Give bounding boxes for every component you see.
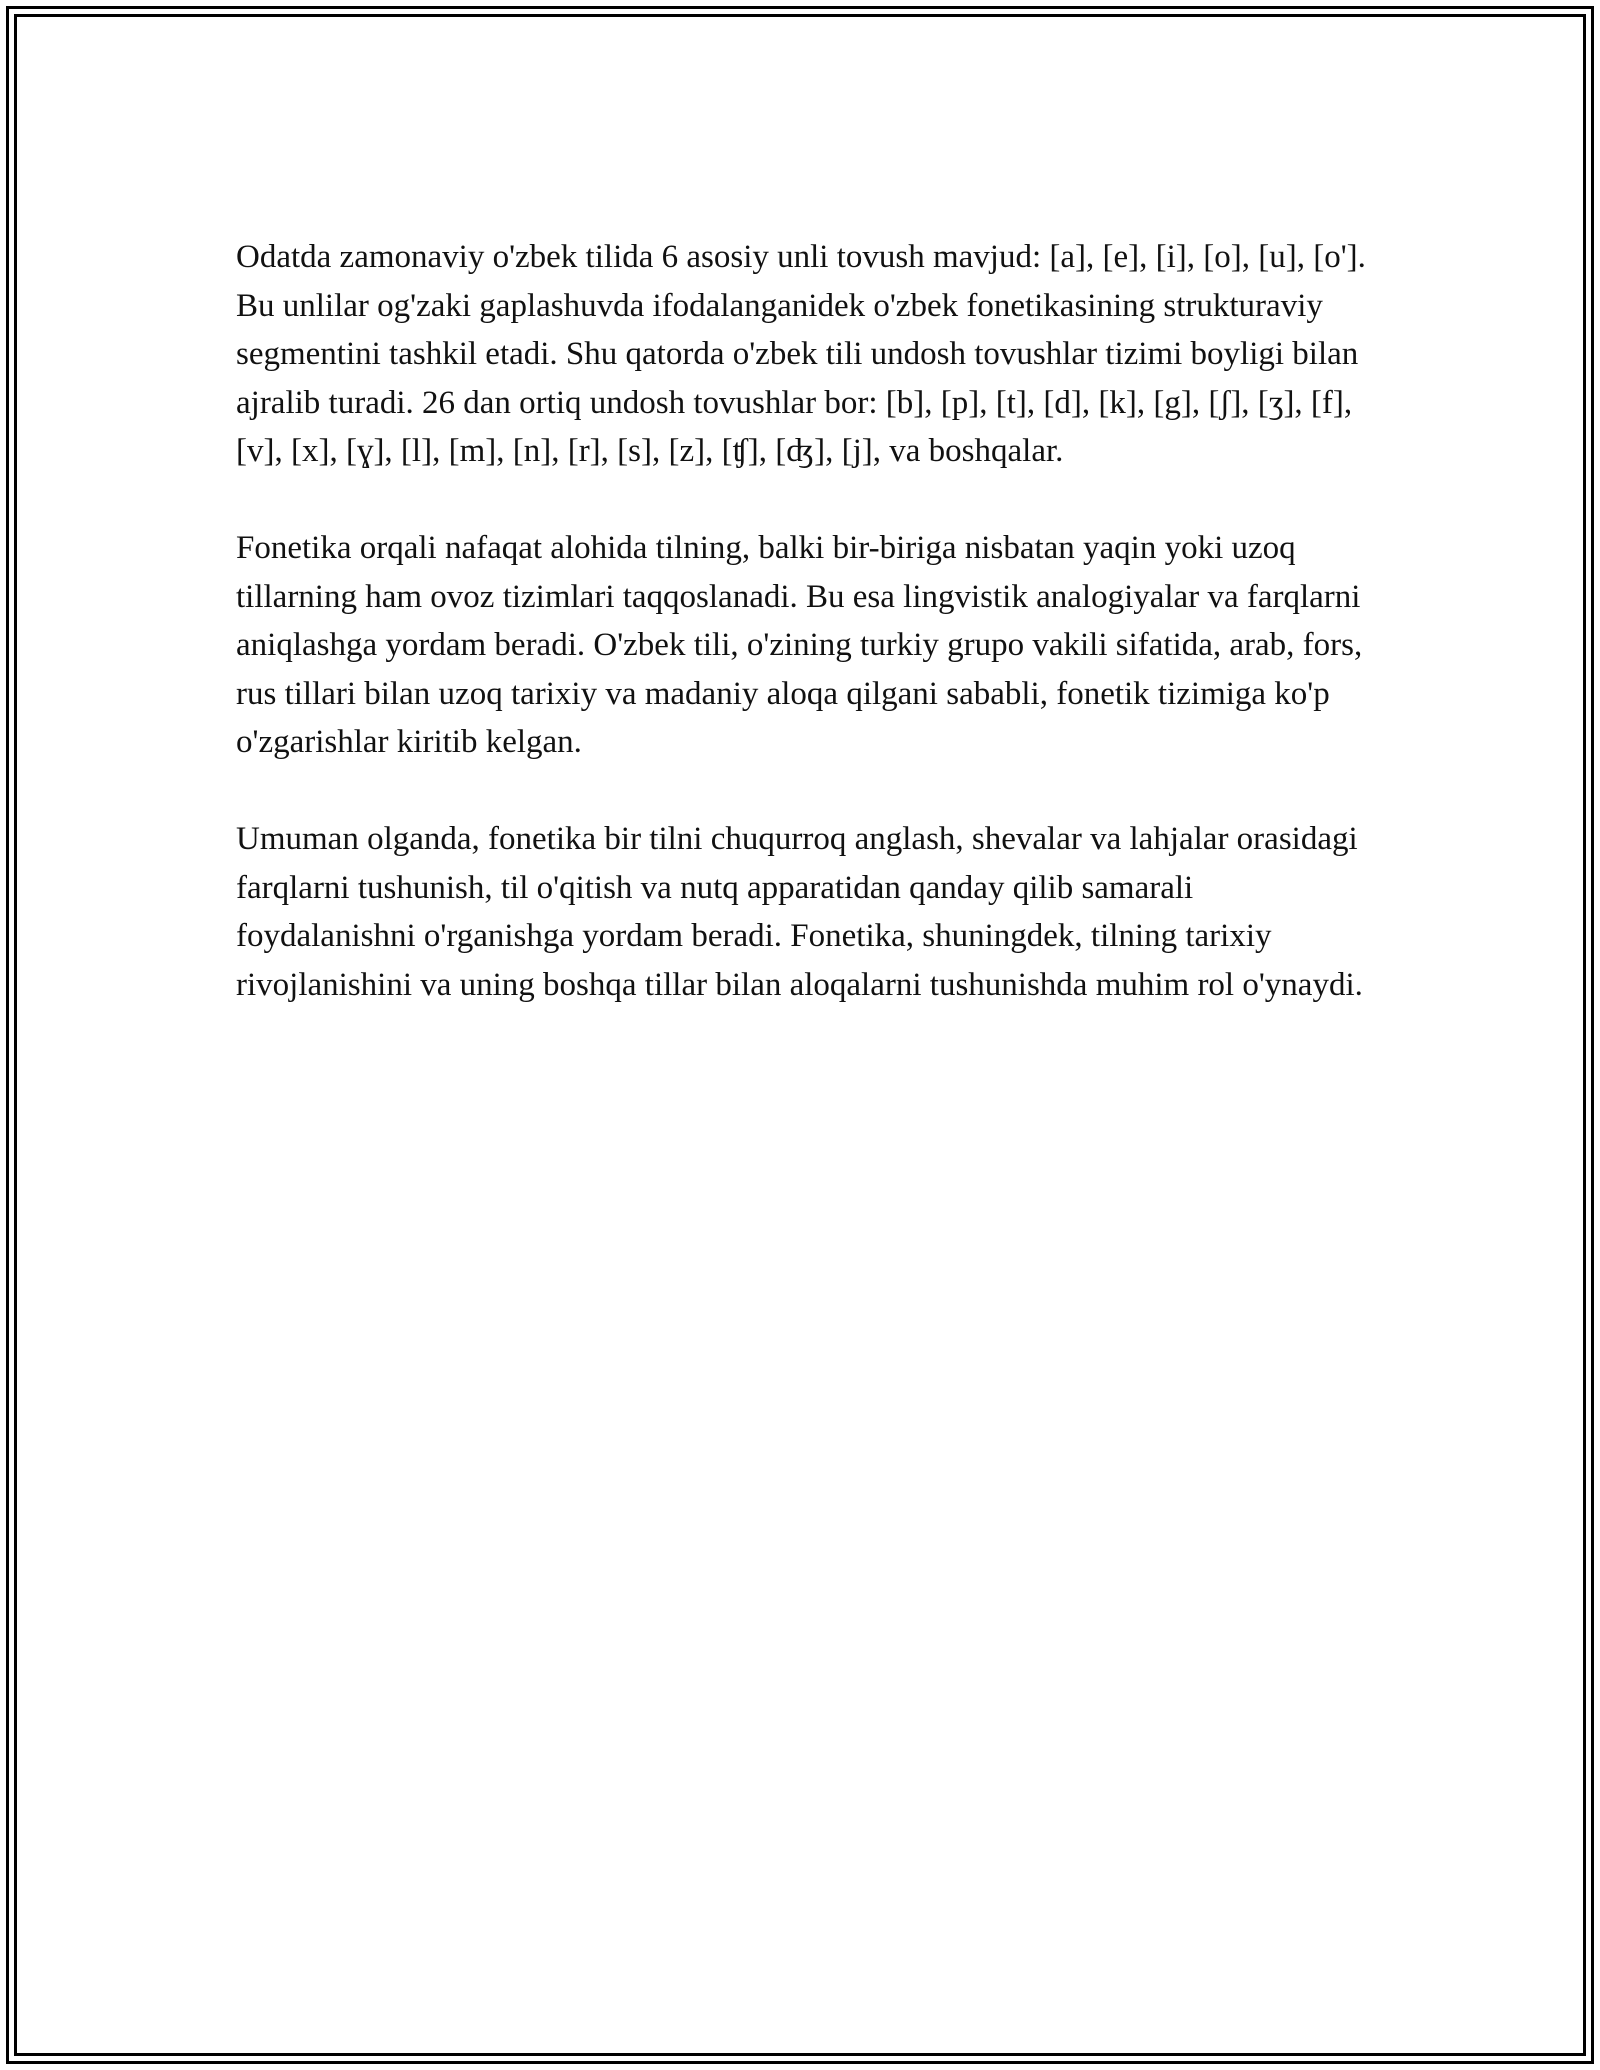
document-body <box>236 233 1366 1057</box>
paragraph-language-comparison: Fonetika orqali nafaqat alohida tilning, balki bir-biriga nisbatan yaqin yoki uzoq tillarning ham ovoz tizimlari taqqoslanadi. Bu esa lingvistik analogiyalar va farqlarni aniqlashga yordam beradi. O'zbek tili, o'zining turkiy grupo vakili sifatida, arab, fors, rus tillari bilan uzoq tarixiy va madaniy aloqa qilgani sababli, fonetik tizimiga ko'p o'zgarishlar kiritib kelgan. <box>236 529 1363 761</box>
paragraph-conclusion: Umuman olganda, fonetika bir tilni chuqurroq anglash, shevalar va lahjalar orasidagi farqlarni tushunish, til o'qitish va nutq apparatidan qanday qilib samarali foydalanishni o'rganishga yordam beradi. Fonetika, shuningdek, tilning tarixiy rivojlanishini va uning boshqa tillar bilan aloqalarni tushunishda muhim rol o'ynaydi. <box>236 820 1363 1003</box>
paragraph-vowels-consonants: Odatda zamonaviy o'zbek tilida 6 asosiy unli tovush mavjud: [a], [e], [i], [o], [u], [o']. Bu unlilar og'zaki gaplashuvda ifodalanganidek o'zbek fonetikasining strukturaviy segmentini tashkil etadi. Shu qatorda o'zbek tili undosh tovushlar tizimi boyligi bilan ajralib turadi. 26 dan ortiq undosh tovushlar bor: [b], [p], [t], [d], [k], [g], [ʃ], [ʒ], [f], [v], [x], [ɣ], [l], [m], [n], [r], [s], [z], [ʧ], [ʤ], [j], va boshqalar. <box>236 239 1366 470</box>
